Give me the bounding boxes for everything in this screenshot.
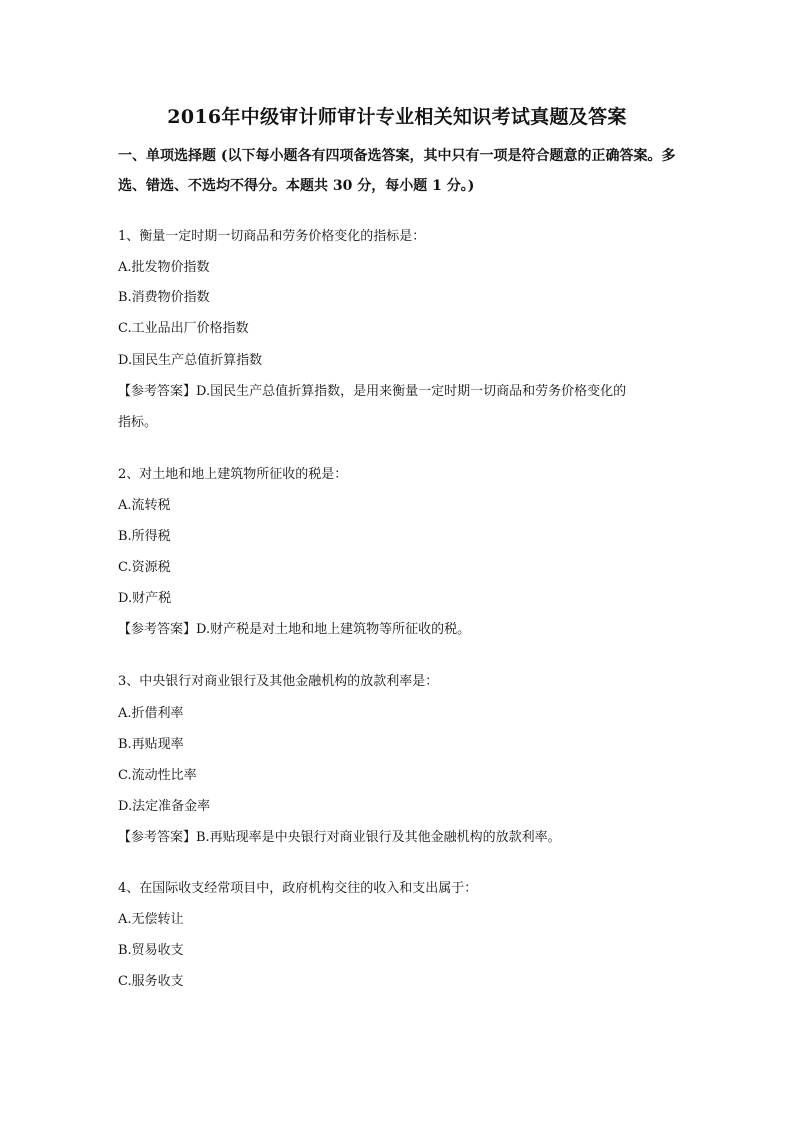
section-instructions-line-2: 选、错选、不选均不得分。本题共 30 分，每小题 1 分。) [118, 178, 475, 194]
answer-line-1: 【参考答案】D.国民生产总值折算指数，是用来衡量一定时期一切商品和劳务价格变化的 [118, 384, 627, 399]
option-b: B.消费物价指数 [118, 290, 210, 305]
option-c: C.资源税 [118, 560, 171, 575]
option-c: C.服务收支 [118, 974, 184, 989]
question-stem: 1、衡量一定时期一切商品和劳务价格变化的指标是： [118, 229, 426, 244]
option-b: B.再贴现率 [118, 737, 184, 752]
document-title: 2016年中级审计师审计专业相关知识考试真题及答案 [167, 106, 627, 128]
option-d: D.国民生产总值折算指数 [118, 353, 263, 368]
option-b: B.贸易收支 [118, 943, 184, 958]
option-c: C.工业品出厂价格指数 [118, 321, 249, 336]
option-a: A.批发物价指数 [118, 260, 210, 275]
option-d: D.财产税 [118, 591, 172, 606]
option-d: D.法定准备金率 [118, 799, 211, 814]
option-c: C.流动性比率 [118, 768, 197, 783]
option-a: A.折借利率 [118, 706, 184, 721]
question-stem: 4、在国际收支经常项目中，政府机构交往的收入和支出属于： [118, 881, 478, 896]
answer-line-1: 【参考答案】D.财产税是对土地和地上建筑物等所征收的税。 [118, 622, 471, 637]
option-a: A.无偿转让 [118, 912, 184, 927]
question-stem: 3、中央银行对商业银行及其他金融机构的放款利率是： [118, 674, 439, 689]
option-b: B.所得税 [118, 529, 171, 544]
option-a: A.流转税 [118, 498, 171, 513]
answer-line-2: 指标。 [118, 415, 158, 430]
answer-line-1: 【参考答案】B.再贴现率是中央银行对商业银行及其他金融机构的放款利率。 [118, 830, 561, 845]
question-stem: 2、对土地和地上建筑物所征收的税是： [118, 467, 348, 482]
section-instructions-line-1: 一、单项选择题 (以下每小题各有四项备选答案，其中只有一项是符合题意的正确答案。多 [118, 148, 676, 164]
